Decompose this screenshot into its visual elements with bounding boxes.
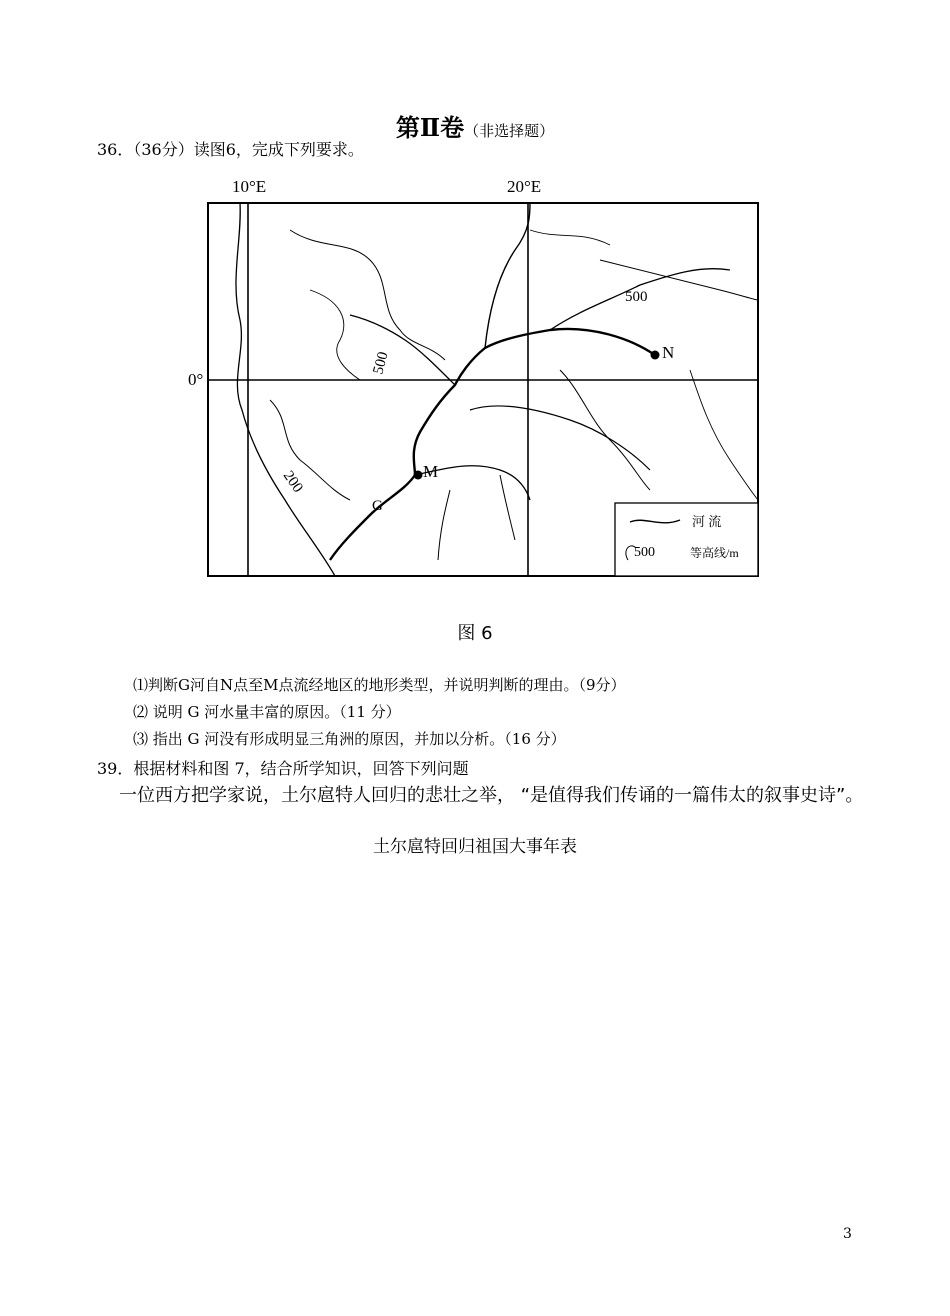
legend-contour-value: 500	[634, 545, 655, 560]
tributary-south-1	[438, 490, 450, 560]
figure-6-caption: 图 6	[457, 623, 493, 644]
question-39-table-title: 土尔扈特回归祖国大事年表	[373, 837, 577, 857]
river-g-label: G	[372, 498, 383, 514]
question-36-part-1: ⑴判断G河自N点至M点流经地区的地形类型，并说明判断的理由。（9分）	[133, 676, 626, 694]
contour-north	[530, 230, 610, 245]
legend-contour-label: 等高线/m	[690, 546, 739, 560]
point-m-marker	[414, 471, 423, 480]
question-39-header: 39．根据材料和图 7，结合所学知识，回答下列问题	[97, 759, 469, 778]
contour-label-500-ne: 500	[625, 289, 648, 305]
section-title-main: 第Ⅱ卷	[395, 113, 465, 142]
question-39-quote-text: 一位西方把学家说，土尔扈特人回归的悲壮之举， “是值得我们传诵的一篇伟太的叙事史诗”。	[119, 785, 864, 806]
point-n-label: N	[662, 343, 675, 362]
figure-6-map	[170, 170, 790, 590]
page-number: 3	[843, 1226, 852, 1242]
question-36-part-3: ⑶ 指出 G 河没有形成明显三角洲的原因，并加以分析。（16 分）	[133, 730, 566, 748]
question-36-header: 36．（36分）读图6，完成下列要求。	[97, 140, 364, 159]
tributary-east	[470, 406, 650, 470]
point-n-marker	[651, 351, 660, 360]
section-title-sub: （非选择题）	[464, 122, 555, 140]
contour-east	[690, 370, 758, 500]
question-36-part-2: ⑵ 说明 G 河水量丰富的原因。（11 分）	[133, 703, 401, 721]
coastline	[236, 203, 335, 576]
tributary-south-2	[500, 475, 515, 540]
tributary-north	[485, 203, 530, 348]
contour-west-2	[310, 290, 360, 380]
contour-500-northeast	[600, 260, 758, 300]
contour-label-200: 200	[279, 468, 306, 496]
point-m-label: M	[423, 462, 439, 481]
contour-500-west	[290, 230, 445, 360]
lon-label-10e: 10°E	[232, 177, 267, 196]
legend-river-label: 河 流	[692, 514, 722, 529]
tributary-west	[350, 315, 455, 385]
tributary-southeast	[560, 370, 650, 490]
lat-label-equator: 0°	[188, 370, 204, 389]
contour-label-500-w: 500	[370, 350, 392, 377]
lon-label-20e: 20°E	[507, 177, 542, 196]
contour-200-west	[270, 400, 350, 500]
question-39-quote	[97, 780, 867, 811]
legend-box	[615, 503, 758, 576]
